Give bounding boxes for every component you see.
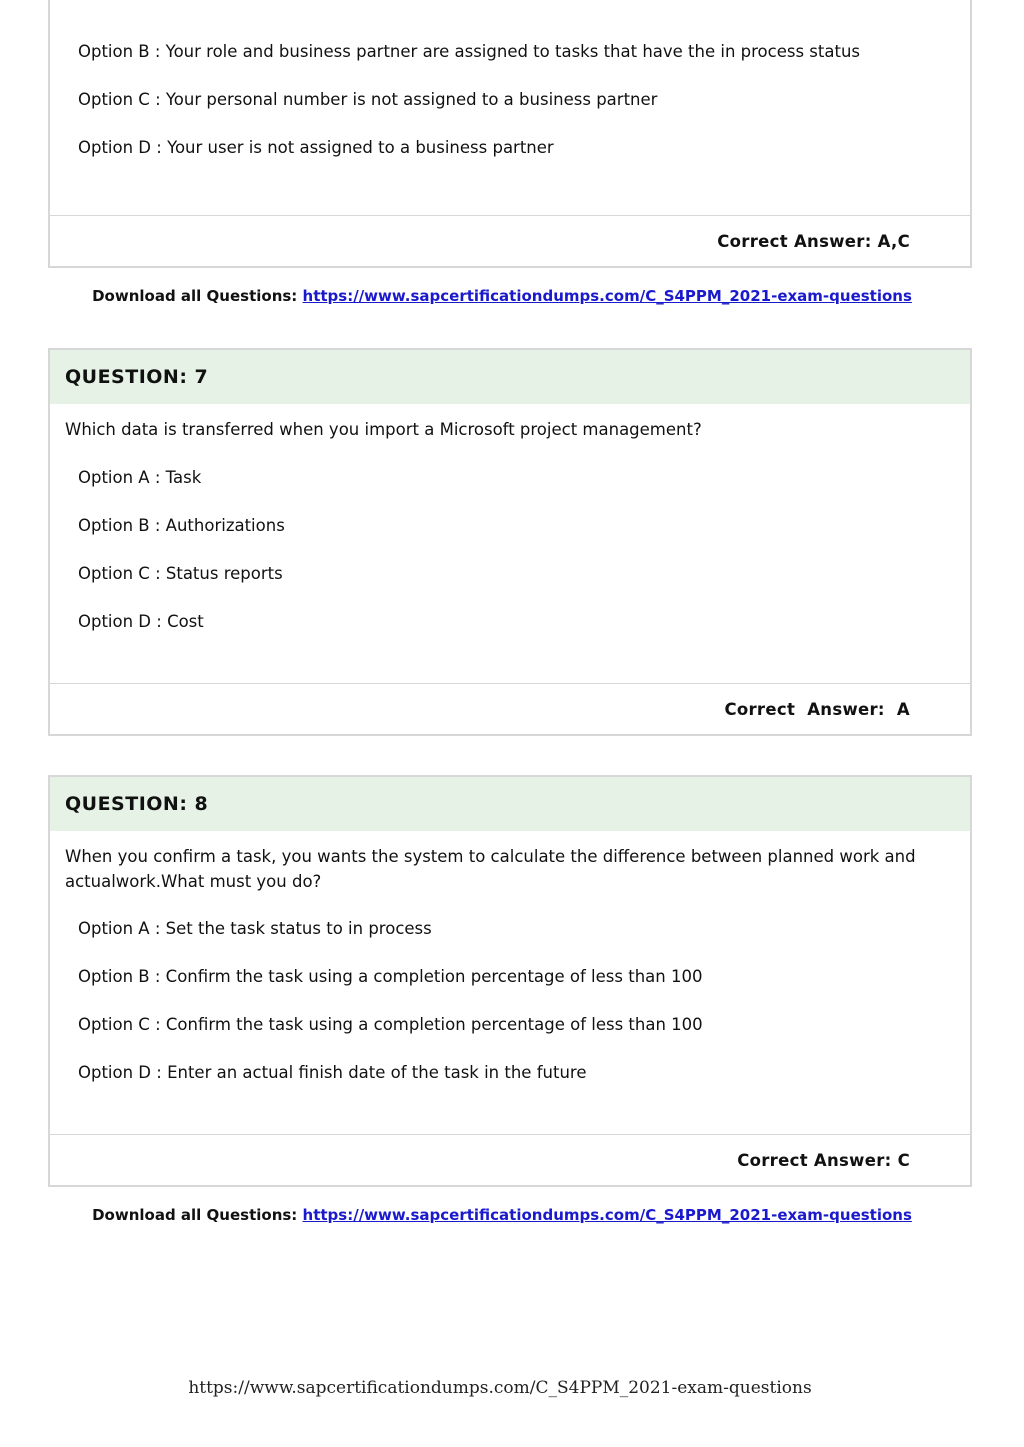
correct-answer: Correct Answer: A [724, 699, 910, 719]
question-text: When you confirm a task, you wants the system to calculate the difference between planned work and actualwork.What must you do? [65, 847, 916, 891]
question-title: QUESTION: 8 [50, 777, 970, 831]
download-label: Download all Questions: [92, 287, 298, 305]
option-c: Option C : Your personal number is not assigned to a business partner [78, 90, 658, 109]
option-c: Option C : Status reports [78, 564, 283, 583]
question-card-continued [48, 0, 972, 268]
option-d: Option D : Your user is not assigned to a business partner [78, 138, 554, 157]
answer-row [50, 1134, 970, 1185]
download-link[interactable]: https://www.sapcertificationdumps.com/C_S4PPM_2021-exam-questions [302, 1206, 912, 1224]
download-link[interactable]: https://www.sapcertificationdumps.com/C_S4PPM_2021-exam-questions [302, 287, 912, 305]
question-card-8 [48, 775, 972, 1187]
question-title: QUESTION: 7 [50, 350, 970, 404]
answer-row [50, 215, 970, 266]
question-text: Which data is transferred when you import a Microsoft project management? [65, 420, 702, 439]
option-b: Option B : Authorizations [78, 516, 285, 535]
option-b: Option B : Confirm the task using a completion percentage of less than 100 [78, 967, 703, 986]
option-b: Option B : Your role and business partner are assigned to tasks that have the in process status [78, 42, 861, 61]
correct-answer: Correct Answer: C [737, 1150, 910, 1170]
page-footer-url: https://www.sapcertificationdumps.com/C_S4PPM_2021-exam-questions [188, 1378, 812, 1398]
download-label: Download all Questions: [92, 1206, 298, 1224]
download-line [0, 287, 1004, 305]
answer-row [50, 683, 970, 734]
correct-answer: Correct Answer: A,C [717, 231, 910, 251]
option-d: Option D : Enter an actual finish date of the task in the future [78, 1063, 587, 1082]
question-card-7 [48, 348, 972, 736]
option-a: Option A : Task [78, 468, 202, 487]
option-d: Option D : Cost [78, 612, 204, 631]
option-c: Option C : Confirm the task using a completion percentage of less than 100 [78, 1015, 703, 1034]
download-line [0, 1206, 1004, 1224]
option-a: Option A : Set the task status to in process [78, 919, 432, 938]
